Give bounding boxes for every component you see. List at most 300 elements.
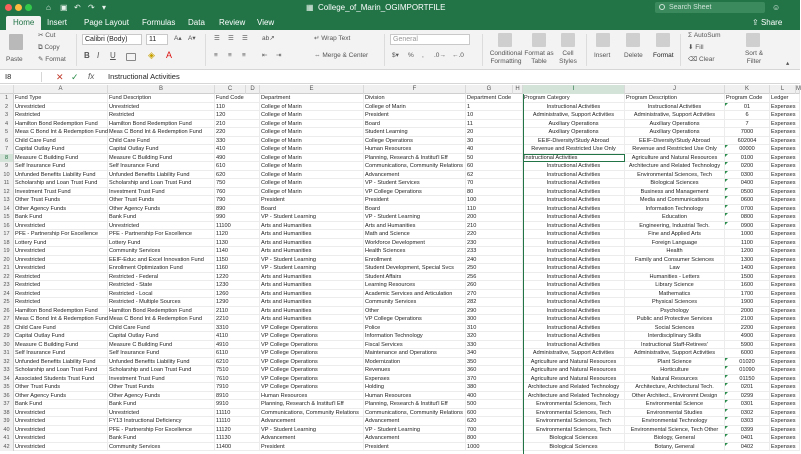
- cell[interactable]: VP - Student Learning: [260, 264, 364, 273]
- cell[interactable]: Fine and Applied Arts: [625, 230, 725, 239]
- cell[interactable]: Instructional Activities: [523, 256, 625, 265]
- cell[interactable]: 1290: [215, 298, 260, 307]
- cell[interactable]: 7610: [215, 375, 260, 384]
- cell[interactable]: Biology, General: [625, 434, 725, 443]
- cell[interactable]: Expenses: [770, 400, 800, 409]
- row-header[interactable]: 10: [0, 171, 14, 180]
- cell[interactable]: 1230: [215, 281, 260, 290]
- cell[interactable]: 620: [215, 171, 260, 180]
- cell[interactable]: Expenses: [770, 383, 800, 392]
- cell[interactable]: Capital Outlay Fund: [14, 145, 108, 154]
- row-header[interactable]: 36: [0, 392, 14, 401]
- cell[interactable]: Restricted: [108, 111, 215, 120]
- cell[interactable]: 282: [466, 298, 523, 307]
- cell[interactable]: Expenses: [770, 137, 800, 146]
- close-window-button[interactable]: [5, 4, 12, 11]
- cell[interactable]: Expenses: [364, 375, 466, 384]
- cell[interactable]: Environmental Sciences, Tech: [523, 426, 625, 435]
- cell[interactable]: 1140: [215, 247, 260, 256]
- cell[interactable]: 300: [466, 315, 523, 324]
- align-top-icon[interactable]: ☰: [214, 35, 220, 42]
- row-header[interactable]: 41: [0, 434, 14, 443]
- cell[interactable]: Other Trust Funds: [14, 383, 108, 392]
- cell[interactable]: Agriculture and Natural Resources: [523, 366, 625, 375]
- cell[interactable]: Restricted - Multiple Sources: [108, 298, 215, 307]
- row-header[interactable]: 8: [0, 154, 14, 163]
- cell[interactable]: VP College Operations: [364, 315, 466, 324]
- cell[interactable]: Agriculture and Natural Resources: [625, 154, 725, 163]
- cell[interactable]: 330: [466, 341, 523, 350]
- cell[interactable]: Bank Fund: [14, 400, 108, 409]
- cell[interactable]: Communications, Community Relations: [260, 409, 364, 418]
- cell[interactable]: 11110: [215, 417, 260, 426]
- cell[interactable]: Environmental Science, Tech Other: [625, 426, 725, 435]
- decrease-indent-icon[interactable]: ⇤: [262, 52, 268, 59]
- cell[interactable]: PFE - Partnership For Excellence: [108, 230, 215, 239]
- cell[interactable]: 7000: [725, 128, 770, 137]
- cell[interactable]: Unrestricted: [14, 222, 108, 231]
- cell[interactable]: Instructional Activities: [523, 222, 625, 231]
- cell[interactable]: 7510: [215, 366, 260, 375]
- row-header[interactable]: 25: [0, 298, 14, 307]
- cell[interactable]: Expenses: [770, 239, 800, 248]
- cell[interactable]: 1220: [215, 273, 260, 282]
- italic-button[interactable]: I: [97, 51, 100, 60]
- paste-button[interactable]: Paste: [6, 56, 23, 63]
- cell[interactable]: Planning, Research & Institut'l Eff: [364, 154, 466, 163]
- cell[interactable]: 360: [466, 366, 523, 375]
- cell[interactable]: Expenses: [770, 349, 800, 358]
- tab-formulas[interactable]: Formulas: [142, 18, 176, 27]
- cell[interactable]: Natural Resources: [625, 375, 725, 384]
- cell[interactable]: Instructional Activities: [523, 273, 625, 282]
- cell[interactable]: Advancement: [364, 171, 466, 180]
- cell[interactable]: Environmental Sciences, Tech: [523, 417, 625, 426]
- cell[interactable]: Communications, Community Relations: [364, 409, 466, 418]
- cell[interactable]: Agriculture and Natural Resources: [523, 358, 625, 367]
- fill-color-icon[interactable]: ◈: [148, 50, 155, 60]
- cell[interactable]: Expenses: [770, 375, 800, 384]
- cell[interactable]: FY13 Instructional Deficiency: [108, 417, 215, 426]
- cell[interactable]: College of Marin: [260, 103, 364, 112]
- cell[interactable]: 1: [466, 103, 523, 112]
- cell[interactable]: 11120: [215, 426, 260, 435]
- cell[interactable]: 602004: [725, 137, 770, 146]
- cell[interactable]: 1700: [725, 290, 770, 299]
- cell[interactable]: Public and Protective Services: [625, 315, 725, 324]
- cell[interactable]: Expenses: [770, 324, 800, 333]
- tab-review[interactable]: Review: [219, 18, 246, 27]
- cell[interactable]: Hamilton Bond Redemption Fund: [14, 120, 108, 129]
- cell[interactable]: 1200: [725, 247, 770, 256]
- cell[interactable]: Enrollment Optimization Fund: [108, 264, 215, 273]
- cell[interactable]: 0800: [725, 213, 770, 222]
- cell[interactable]: 0401: [725, 434, 770, 443]
- cell[interactable]: Capital Outlay Fund: [108, 332, 215, 341]
- cell[interactable]: Expenses: [770, 222, 800, 231]
- cell[interactable]: Division: [364, 94, 466, 103]
- cell[interactable]: Instructional Activities: [523, 230, 625, 239]
- cell[interactable]: 10: [466, 111, 523, 120]
- cell[interactable]: 210: [215, 120, 260, 129]
- tab-view[interactable]: View: [257, 18, 275, 27]
- row-header[interactable]: 12: [0, 188, 14, 197]
- cell[interactable]: 0200: [725, 162, 770, 171]
- cell[interactable]: Communications, Community Relations: [364, 162, 466, 171]
- cell[interactable]: Community Services: [108, 247, 215, 256]
- cell[interactable]: 50: [466, 154, 523, 163]
- cell[interactable]: Unrestricted: [14, 264, 108, 273]
- cell[interactable]: Expenses: [770, 298, 800, 307]
- cell[interactable]: Ledger: [770, 94, 800, 103]
- cell[interactable]: Expenses: [770, 392, 800, 401]
- column-header-a[interactable]: A: [14, 85, 108, 94]
- cell[interactable]: Investment Trust Fund: [108, 375, 215, 384]
- cell[interactable]: 4110: [215, 332, 260, 341]
- cell[interactable]: 890: [215, 205, 260, 214]
- conditional-formatting-button[interactable]: Conditional Formatting: [489, 50, 523, 65]
- cell[interactable]: Expenses: [770, 341, 800, 350]
- cell[interactable]: Other Agency Funds: [14, 205, 108, 214]
- cell[interactable]: 240: [466, 256, 523, 265]
- cell[interactable]: Unrestricted: [14, 256, 108, 265]
- cell[interactable]: Expenses: [770, 120, 800, 129]
- column-header-b[interactable]: B: [108, 85, 215, 94]
- cell[interactable]: College of Marin: [364, 103, 466, 112]
- align-left-icon[interactable]: ≡: [214, 52, 218, 59]
- number-format-select[interactable]: General: [390, 34, 470, 45]
- cell[interactable]: Other: [364, 307, 466, 316]
- merge-center-button[interactable]: ⇔ Merge & Center: [314, 52, 369, 59]
- cell[interactable]: Instructional Activities: [523, 307, 625, 316]
- cell[interactable]: Expenses: [770, 315, 800, 324]
- format-cells-button[interactable]: Format: [653, 52, 674, 59]
- cell[interactable]: 6110: [215, 349, 260, 358]
- selected-cell[interactable]: Instructional Activities: [523, 154, 625, 163]
- row-header[interactable]: 21: [0, 264, 14, 273]
- cell[interactable]: Instructional Activities: [523, 315, 625, 324]
- cell[interactable]: 500: [466, 400, 523, 409]
- cell[interactable]: Expenses: [770, 213, 800, 222]
- row-header[interactable]: 32: [0, 358, 14, 367]
- row-header[interactable]: 11: [0, 179, 14, 188]
- row-header[interactable]: 1: [0, 94, 14, 103]
- cell[interactable]: College Operations: [364, 137, 466, 146]
- cell[interactable]: 62: [466, 171, 523, 180]
- row-header[interactable]: 9: [0, 162, 14, 171]
- cell[interactable]: 990: [215, 213, 260, 222]
- cell[interactable]: 120: [215, 111, 260, 120]
- cell[interactable]: Instructional Activities: [523, 332, 625, 341]
- borders-icon[interactable]: [126, 53, 136, 61]
- cell[interactable]: Instructional Activities: [523, 247, 625, 256]
- sort-filter-button[interactable]: Sort & Filter: [744, 50, 764, 65]
- cell[interactable]: 1000: [466, 443, 523, 452]
- cell[interactable]: VP College Operations: [260, 383, 364, 392]
- cell[interactable]: 1150: [215, 256, 260, 265]
- cell[interactable]: College of Marin: [260, 154, 364, 163]
- save-icon[interactable]: ▣: [60, 3, 68, 12]
- cell[interactable]: Child Care Fund: [14, 324, 108, 333]
- cell[interactable]: 0100: [725, 154, 770, 163]
- cell[interactable]: Unrestricted: [14, 409, 108, 418]
- row-header[interactable]: 28: [0, 324, 14, 333]
- cell[interactable]: Bank Fund: [108, 400, 215, 409]
- select-all-corner[interactable]: [0, 85, 14, 94]
- cell[interactable]: Child Care Fund: [108, 324, 215, 333]
- cell[interactable]: Scholarship and Loan Trust Fund: [14, 366, 108, 375]
- font-name-select[interactable]: Calibri (Body): [82, 34, 142, 45]
- cell[interactable]: Fund Description: [108, 94, 215, 103]
- cell[interactable]: 6000: [725, 349, 770, 358]
- cell[interactable]: Instructional Staff-Retirees': [625, 341, 725, 350]
- cell[interactable]: Child Care Fund: [108, 137, 215, 146]
- row-header[interactable]: 7: [0, 145, 14, 154]
- cell[interactable]: Restricted: [14, 298, 108, 307]
- cell[interactable]: 1300: [725, 256, 770, 265]
- cell[interactable]: Expenses: [770, 409, 800, 418]
- increase-indent-icon[interactable]: ⇥: [276, 52, 282, 59]
- cell[interactable]: Other Architect., Environmt Design: [625, 392, 725, 401]
- cell[interactable]: Fund Type: [14, 94, 108, 103]
- cell[interactable]: Measure C Building Fund: [14, 341, 108, 350]
- cell[interactable]: College of Marin: [260, 179, 364, 188]
- cell[interactable]: Hamilton Bond Redemption Fund: [14, 307, 108, 316]
- cell[interactable]: Program Code: [725, 94, 770, 103]
- cell[interactable]: Board: [364, 120, 466, 129]
- cell[interactable]: Self Insurance Fund: [108, 162, 215, 171]
- cell[interactable]: 0500: [725, 188, 770, 197]
- cell[interactable]: 11: [466, 120, 523, 129]
- cell[interactable]: Revenue and Restricted Use Only: [625, 145, 725, 154]
- cell[interactable]: 11400: [215, 443, 260, 452]
- cell[interactable]: Self Insurance Fund: [14, 349, 108, 358]
- cell[interactable]: 330: [215, 137, 260, 146]
- cell[interactable]: Environmental Science: [625, 400, 725, 409]
- cell[interactable]: Other Agency Funds: [14, 392, 108, 401]
- share-button[interactable]: [752, 16, 782, 29]
- cell[interactable]: 7: [725, 120, 770, 129]
- cell[interactable]: 80: [466, 188, 523, 197]
- row-header[interactable]: 13: [0, 196, 14, 205]
- cell[interactable]: Measure C Building Fund: [14, 154, 108, 163]
- cell[interactable]: Unrestricted: [14, 426, 108, 435]
- cell[interactable]: Expenses: [770, 205, 800, 214]
- cell[interactable]: Other Agency Funds: [108, 392, 215, 401]
- cell[interactable]: 310: [466, 324, 523, 333]
- cell[interactable]: 220: [466, 230, 523, 239]
- cell[interactable]: Unrestricted: [108, 222, 215, 231]
- cell[interactable]: Expenses: [770, 307, 800, 316]
- cell[interactable]: Fund Code: [215, 94, 260, 103]
- row-header[interactable]: 20: [0, 256, 14, 265]
- insert-cells-button[interactable]: Insert: [594, 52, 611, 59]
- cell[interactable]: Family and Consumer Sciences: [625, 256, 725, 265]
- cell[interactable]: Environmental Sciences, Tech: [625, 171, 725, 180]
- cell[interactable]: Law: [625, 264, 725, 273]
- cell[interactable]: 30: [466, 137, 523, 146]
- cell[interactable]: Arts and Humanities: [260, 307, 364, 316]
- cell[interactable]: Workforce Development: [364, 239, 466, 248]
- cell[interactable]: 70: [466, 179, 523, 188]
- cell[interactable]: Architecture and Related Technology: [523, 383, 625, 392]
- cell[interactable]: 270: [466, 290, 523, 299]
- cell[interactable]: 1100: [725, 239, 770, 248]
- comma-style-icon[interactable]: ,: [422, 52, 424, 59]
- row-header[interactable]: 29: [0, 332, 14, 341]
- cell[interactable]: Administrative, Support Activities: [523, 349, 625, 358]
- cell[interactable]: Investment Trust Fund: [14, 188, 108, 197]
- cell[interactable]: Information Technology: [625, 205, 725, 214]
- cell[interactable]: Bank Fund: [14, 213, 108, 222]
- clear-button[interactable]: ⌫ Clear: [688, 56, 715, 63]
- cell[interactable]: Restricted: [14, 111, 108, 120]
- cell[interactable]: 233: [466, 247, 523, 256]
- cell[interactable]: 2000: [725, 307, 770, 316]
- cell[interactable]: Expenses: [770, 145, 800, 154]
- cell[interactable]: Administrative, Support Activities: [625, 349, 725, 358]
- collapse-ribbon-icon[interactable]: ▴: [786, 60, 790, 67]
- cell[interactable]: Environmental Sciences, Tech: [523, 409, 625, 418]
- row-header[interactable]: 5: [0, 128, 14, 137]
- cell[interactable]: 0299: [725, 392, 770, 401]
- cell[interactable]: 1000: [725, 230, 770, 239]
- cell[interactable]: Arts and Humanities: [260, 247, 364, 256]
- cell[interactable]: Student Affairs: [364, 273, 466, 282]
- cell[interactable]: Architecture and Related Technology: [523, 392, 625, 401]
- cell[interactable]: Restricted - State: [108, 281, 215, 290]
- cell[interactable]: Mathematics: [625, 290, 725, 299]
- format-as-table-button[interactable]: Format as Table: [524, 50, 554, 65]
- cell[interactable]: 1500: [725, 273, 770, 282]
- paste-icon[interactable]: [9, 34, 23, 50]
- cell[interactable]: Planning, Research & Institut'l Eff: [260, 400, 364, 409]
- tab-data[interactable]: Data: [188, 18, 205, 27]
- cut-button[interactable]: ✂ Cut: [38, 32, 56, 39]
- cell[interactable]: Expenses: [770, 290, 800, 299]
- cell[interactable]: Expenses: [770, 332, 800, 341]
- cell[interactable]: President: [364, 196, 466, 205]
- cell[interactable]: Community Services: [364, 298, 466, 307]
- column-header-d[interactable]: D: [246, 85, 260, 94]
- cell[interactable]: Restricted: [14, 273, 108, 282]
- cell[interactable]: 20: [466, 128, 523, 137]
- cell[interactable]: 2100: [725, 315, 770, 324]
- cell[interactable]: Other Trust Funds: [108, 383, 215, 392]
- tab-page-layout[interactable]: Page Layout: [84, 18, 129, 27]
- cell[interactable]: Arts and Humanities: [260, 230, 364, 239]
- cell[interactable]: Unfunded Benefits Liability Fund: [14, 358, 108, 367]
- cell[interactable]: Biological Sciences: [523, 443, 625, 452]
- cell[interactable]: President: [364, 111, 466, 120]
- cell[interactable]: Biological Sciences: [523, 434, 625, 443]
- cell[interactable]: 1160: [215, 264, 260, 273]
- row-header[interactable]: 30: [0, 341, 14, 350]
- cell[interactable]: 4900: [725, 332, 770, 341]
- cell[interactable]: 1900: [725, 298, 770, 307]
- cell[interactable]: Expenses: [770, 443, 800, 452]
- cell[interactable]: Department: [260, 94, 364, 103]
- cell[interactable]: Expenses: [770, 358, 800, 367]
- cell[interactable]: VP - Student Learning: [260, 426, 364, 435]
- cell[interactable]: Meas C Bond Int & Redemption Fund: [15, 129, 108, 135]
- cell[interactable]: 2200: [725, 324, 770, 333]
- row-header[interactable]: 34: [0, 375, 14, 384]
- cancel-entry-button[interactable]: ✕: [56, 72, 64, 82]
- cell[interactable]: 4910: [215, 341, 260, 350]
- cell[interactable]: 11100: [215, 222, 260, 231]
- cell[interactable]: Math and Science: [364, 230, 466, 239]
- cell[interactable]: Meas C Bond Int & Redemption Fund: [108, 128, 215, 137]
- confirm-entry-button[interactable]: ✓: [71, 72, 79, 82]
- cell[interactable]: Information Technology: [364, 332, 466, 341]
- cell[interactable]: Instructional Activities: [523, 179, 625, 188]
- cell[interactable]: 760: [215, 188, 260, 197]
- row-header[interactable]: 39: [0, 417, 14, 426]
- cell[interactable]: Capital Outlay Fund: [108, 145, 215, 154]
- cell[interactable]: Expenses: [770, 128, 800, 137]
- cell[interactable]: Other Trust Funds: [108, 196, 215, 205]
- name-box[interactable]: I8: [2, 72, 42, 82]
- cell[interactable]: Unrestricted: [14, 443, 108, 452]
- cell[interactable]: Expenses: [770, 434, 800, 443]
- cell[interactable]: 400: [466, 392, 523, 401]
- cell[interactable]: Unrestricted: [14, 103, 108, 112]
- cell[interactable]: Other Agency Funds: [108, 205, 215, 214]
- cell[interactable]: VP College Operations: [260, 332, 364, 341]
- cell[interactable]: College of Marin: [260, 162, 364, 171]
- row-header[interactable]: 33: [0, 366, 14, 375]
- cell[interactable]: 1120: [215, 230, 260, 239]
- cell[interactable]: Human Resources: [364, 145, 466, 154]
- cell[interactable]: Arts and Humanities: [260, 222, 364, 231]
- cell[interactable]: College of Marin: [260, 111, 364, 120]
- cell[interactable]: 7910: [215, 383, 260, 392]
- cell[interactable]: 110: [215, 103, 260, 112]
- cell[interactable]: Auxiliary Operations: [523, 120, 625, 129]
- cell[interactable]: Expenses: [770, 196, 800, 205]
- cell[interactable]: Biological Sciences: [625, 179, 725, 188]
- home-icon[interactable]: ⌂: [46, 3, 51, 12]
- cell[interactable]: Restricted - Federal: [108, 273, 215, 282]
- cell[interactable]: Planning, Research & Institut'l Eff: [364, 400, 466, 409]
- cell[interactable]: Instructional Activities: [523, 188, 625, 197]
- cell[interactable]: Student Development, Special Svcs: [364, 264, 466, 273]
- row-header[interactable]: 19: [0, 247, 14, 256]
- copy-button[interactable]: ⧉ Copy: [38, 44, 60, 51]
- cell[interactable]: Arts and Humanities: [260, 298, 364, 307]
- cell[interactable]: Arts and Humanities: [260, 290, 364, 299]
- cell[interactable]: Capital Outlay Fund: [14, 332, 108, 341]
- align-bottom-icon[interactable]: ☰: [242, 35, 248, 42]
- cell[interactable]: 9910: [215, 400, 260, 409]
- cell[interactable]: Instructional Activities: [523, 213, 625, 222]
- cell[interactable]: Restricted: [14, 281, 108, 290]
- cell[interactable]: VP College Operations: [364, 188, 466, 197]
- cell[interactable]: Department Code: [466, 94, 523, 103]
- cell[interactable]: Botany, General: [625, 443, 725, 452]
- cell[interactable]: VP College Operations: [260, 375, 364, 384]
- cell[interactable]: Instructional Activities: [523, 162, 625, 171]
- cell[interactable]: 790: [215, 196, 260, 205]
- cell[interactable]: Enrollment: [364, 256, 466, 265]
- cell[interactable]: Instructional Activities: [523, 171, 625, 180]
- column-header-m[interactable]: M: [796, 86, 801, 92]
- cell[interactable]: PFE - Partnership For Excellence: [14, 230, 108, 239]
- cell[interactable]: Modernization: [364, 358, 466, 367]
- cell[interactable]: Fiscal Services: [364, 341, 466, 350]
- spreadsheet-grid[interactable]: [0, 85, 800, 450]
